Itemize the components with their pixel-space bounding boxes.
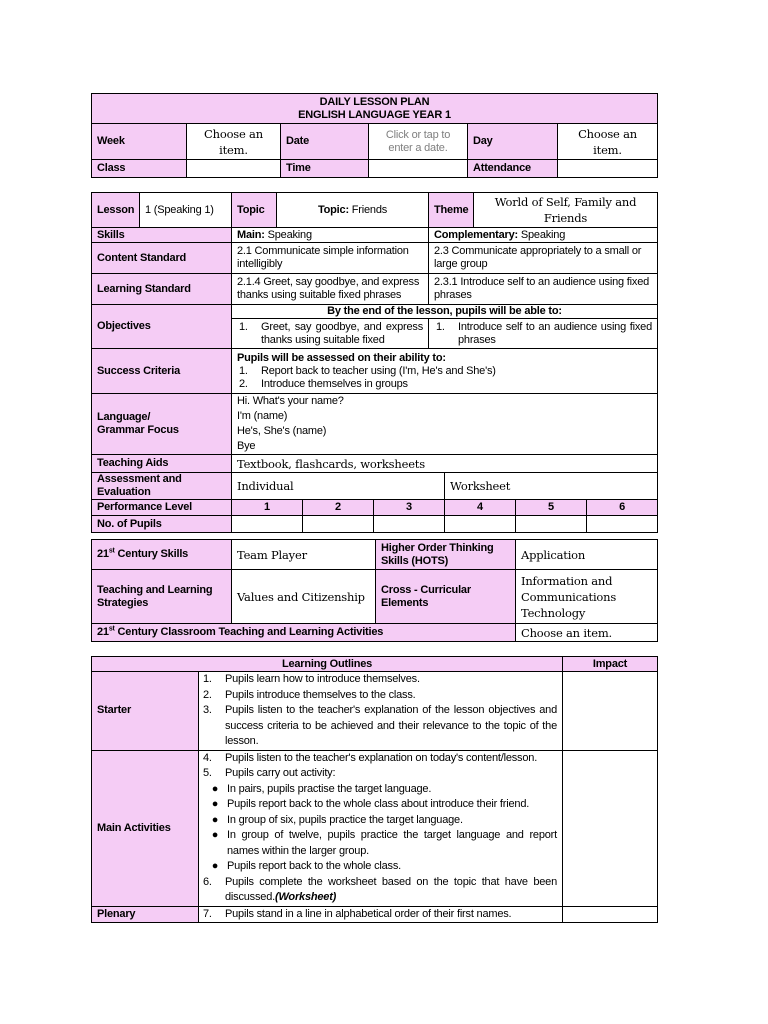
language-line: He's, She's (name) bbox=[237, 425, 327, 437]
content-standard-label: Content Standard bbox=[92, 243, 232, 274]
tl-strategies-value: Values and Citizenship bbox=[232, 570, 376, 624]
cce-value: Information and Communications Technology bbox=[516, 570, 658, 624]
language-label-line-2: Grammar Focus bbox=[97, 424, 179, 436]
pupils-cell-1[interactable] bbox=[232, 516, 303, 533]
learning-standard-main: 2.1.4 Greet, say goodbye, and express thanks using suitable fixed phrases bbox=[232, 274, 429, 305]
content-standard-comp: 2.3 Communicate appropriately to a small or large group bbox=[429, 243, 658, 274]
performance-level-6: 6 bbox=[587, 500, 658, 516]
time-label: Time bbox=[281, 160, 369, 178]
c21-sup: st bbox=[108, 547, 115, 555]
performance-level-1: 1 bbox=[232, 500, 303, 516]
date-label: Date bbox=[281, 124, 369, 160]
teaching-aids-value: Textbook, flashcards, worksheets bbox=[232, 455, 658, 473]
no-of-pupils-label: No. of Pupils bbox=[92, 516, 232, 533]
plenary-impact[interactable] bbox=[563, 906, 658, 922]
success-item-1: Report back to teacher using (I'm, He's and She's) bbox=[261, 364, 496, 377]
day-label: Day bbox=[468, 124, 558, 160]
class-value[interactable] bbox=[187, 160, 281, 178]
pupils-cell-3[interactable] bbox=[374, 516, 445, 533]
week-dropdown[interactable]: Choose an item. bbox=[187, 124, 281, 160]
plenary-label: Plenary bbox=[92, 906, 199, 922]
main-item-4: Pupils listen to the teacher's explanation on today's content/lesson. bbox=[225, 751, 538, 764]
theme-label: Theme bbox=[429, 193, 474, 228]
main-activities-impact[interactable] bbox=[563, 750, 658, 906]
title-line-1: DAILY LESSON PLAN bbox=[319, 95, 430, 108]
activity-bullet: In group of six, pupils practice the target language. bbox=[227, 813, 463, 826]
learning-outlines-table bbox=[91, 656, 658, 923]
main-prefix: Main: bbox=[237, 228, 265, 241]
day-dropdown[interactable]: Choose an item. bbox=[558, 124, 658, 160]
assessment-table bbox=[91, 454, 658, 533]
learning-standard-label: Learning Standard bbox=[92, 274, 232, 305]
activity-bullet: Pupils report back to the whole class. bbox=[227, 860, 401, 872]
teaching-aids-label: Teaching Aids bbox=[92, 455, 232, 473]
item-number: 7. bbox=[203, 907, 212, 920]
performance-level-5: 5 bbox=[516, 500, 587, 516]
main-item-6-text: Pupils complete the worksheet based on the topic that have been discussed. bbox=[225, 875, 557, 903]
attendance-value[interactable] bbox=[558, 160, 658, 178]
date-picker[interactable]: Click or tap to enter a date. bbox=[369, 124, 468, 160]
hots-label: Higher Order Thinking Skills (HOTS) bbox=[376, 540, 516, 570]
attendance-label: Attendance bbox=[468, 160, 558, 178]
main-item-5: Pupils carry out activity: bbox=[225, 767, 336, 779]
skills-main bbox=[232, 228, 429, 243]
bullet-icon: ● bbox=[211, 813, 219, 826]
item-number: 6. bbox=[203, 875, 212, 888]
pupils-cell-5[interactable] bbox=[516, 516, 587, 533]
century-skills-value: Team Player bbox=[232, 540, 376, 570]
starter-impact[interactable] bbox=[563, 672, 658, 751]
activity-bullet: Pupils report back to the whole class about introduce their friend. bbox=[227, 798, 530, 810]
learning-outlines-heading: Learning Outlines bbox=[92, 657, 563, 672]
item-number: 5. bbox=[203, 767, 212, 779]
performance-level-3: 3 bbox=[374, 500, 445, 516]
starter-label: Starter bbox=[92, 672, 199, 751]
main-item-6 bbox=[225, 875, 557, 906]
performance-level-label: Performance Level bbox=[92, 500, 232, 516]
starter-item-2: Pupils introduce themselves to the class. bbox=[225, 688, 416, 701]
pupils-cell-4[interactable] bbox=[445, 516, 516, 533]
complementary-prefix: Complementary: bbox=[434, 228, 518, 241]
ctla-rest: Century Classroom Teaching and Learning Activities bbox=[114, 626, 384, 638]
success-criteria-value: Pupils will be assessed on their ability to: 1. Report back to teacher using (I'm, He's and She's) 2. Introduce themselves in groups bbox=[232, 349, 658, 394]
tl-strategies-label: Teaching and Learning Strategies bbox=[92, 570, 232, 624]
language-line: Bye bbox=[237, 440, 256, 452]
starter-item-1: Pupils learn how to introduce themselves. bbox=[225, 673, 420, 685]
title-line-2: ENGLISH LANGUAGE YEAR 1 bbox=[298, 108, 451, 121]
lesson-value: 1 (Speaking 1) bbox=[140, 193, 232, 228]
lesson-table bbox=[91, 192, 658, 455]
topic-prefix: Topic: bbox=[317, 203, 349, 216]
time-value[interactable] bbox=[369, 160, 468, 178]
content-standard-main: 2.1 Communicate simple information intelligibly bbox=[232, 243, 429, 274]
objective-1: 1. Greet, say goodbye, and express thanks using suitable fixed bbox=[232, 319, 429, 349]
success-heading: Pupils will be assessed on their ability to: bbox=[237, 351, 446, 364]
topic-label: Topic bbox=[232, 193, 277, 228]
c21-rest: Century Skills bbox=[114, 548, 189, 560]
starter-content: 1. Pupils learn how to introduce themselves. 2. Pupils introduce themselves to the class. 3. Pupils listen to the teacher's explanation of the lesson objectives and success criteria to be achieved and their relevance to the topic of the lesson. bbox=[199, 672, 563, 751]
assessment-label: Assessment and Evaluation bbox=[92, 473, 232, 500]
cce-label: Cross - Curricular Elements bbox=[376, 570, 516, 624]
performance-level-4: 4 bbox=[445, 500, 516, 516]
impact-heading: Impact bbox=[563, 657, 658, 672]
ctla-number: 21 bbox=[97, 626, 109, 638]
activity-bullet: In pairs, pupils practise the target language. bbox=[227, 782, 432, 795]
bullet-icon: ● bbox=[211, 860, 219, 872]
ctla-sup: st bbox=[108, 625, 115, 633]
learning-standard-comp: 2.3.1 Introduce self to an audience using fixed phrases bbox=[429, 274, 658, 305]
assessment-method: Individual bbox=[232, 473, 445, 500]
bullet-icon: ● bbox=[211, 782, 219, 795]
language-focus-value bbox=[232, 394, 658, 455]
main-activities-label: Main Activities bbox=[92, 750, 199, 906]
worksheet-emphasis: (Worksheet) bbox=[274, 891, 337, 903]
complementary-value: Speaking bbox=[520, 228, 566, 241]
week-label: Week bbox=[92, 124, 187, 160]
item-number: 4. bbox=[203, 751, 212, 764]
pupils-cell-2[interactable] bbox=[303, 516, 374, 533]
language-label-line-1: Language/ bbox=[97, 411, 151, 423]
objectives-label: Objectives bbox=[92, 305, 232, 349]
assessment-tool: Worksheet bbox=[445, 473, 658, 500]
plenary-item-7: Pupils stand in a line in alphabetical order of their first names. bbox=[225, 907, 512, 920]
lesson-label: Lesson bbox=[92, 193, 140, 228]
main-value: Speaking bbox=[267, 228, 312, 241]
bullet-icon: ● bbox=[211, 798, 219, 810]
success-item-2: Introduce themselves in groups bbox=[261, 377, 408, 390]
language-line: Hi. What's your name? bbox=[237, 395, 344, 407]
lesson-plan-title bbox=[92, 94, 658, 124]
pupils-cell-6[interactable] bbox=[587, 516, 658, 533]
hots-value: Application bbox=[516, 540, 658, 570]
class-label: Class bbox=[92, 160, 187, 178]
c21-number: 21 bbox=[97, 548, 109, 560]
activity-bullet: In group of twelve, pupils practice the target language and report names within the larger group. bbox=[227, 829, 557, 857]
topic-text: Friends bbox=[351, 203, 388, 216]
objectives-heading: By the end of the lesson, pupils will be able to: bbox=[232, 305, 658, 319]
skills-label: Skills bbox=[92, 228, 232, 243]
main-activities-content bbox=[199, 750, 563, 906]
header-table bbox=[91, 93, 658, 178]
century-skills-label bbox=[92, 540, 232, 570]
performance-level-2: 2 bbox=[303, 500, 374, 516]
skills-complementary bbox=[429, 228, 658, 243]
plenary-content bbox=[199, 906, 563, 922]
objective-2-text: Introduce self to an audience using fixed phrases bbox=[458, 320, 652, 346]
success-criteria-label: Success Criteria bbox=[92, 349, 232, 394]
topic-value bbox=[277, 193, 429, 228]
classroom-activities-label bbox=[92, 624, 516, 642]
language-line: I'm (name) bbox=[237, 410, 288, 422]
bullet-icon: ● bbox=[211, 829, 219, 841]
starter-item-3: Pupils listen to the teacher's explanation of the lesson objectives and success criteria to be achieved and their relevance to the topic of the lesson. bbox=[225, 704, 557, 747]
language-focus-label bbox=[92, 394, 232, 455]
objective-2: 1. Introduce self to an audience using fixed phrases bbox=[429, 319, 658, 349]
objective-1-text: Greet, say goodbye, and express thanks using suitable fixed bbox=[261, 320, 423, 346]
classroom-activities-dropdown[interactable]: Choose an item. bbox=[516, 624, 658, 642]
theme-value: World of Self, Family and Friends bbox=[474, 193, 658, 228]
century-skills-table bbox=[91, 539, 658, 642]
